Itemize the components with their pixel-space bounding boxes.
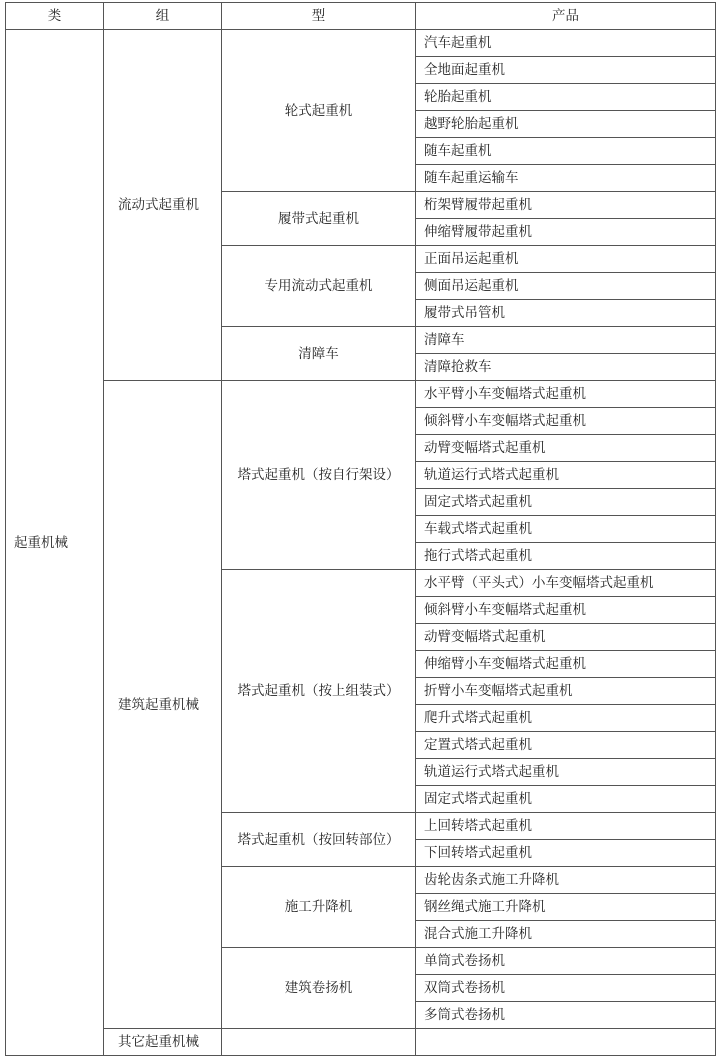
product-cell: 伸缩臂履带起重机 bbox=[416, 219, 716, 246]
product-cell: 双筒式卷扬机 bbox=[416, 975, 716, 1002]
product-cell: 水平臂小车变幅塔式起重机 bbox=[416, 381, 716, 408]
type-cell: 建筑卷扬机 bbox=[222, 948, 416, 1029]
type-cell: 清障车 bbox=[222, 327, 416, 381]
table-row bbox=[6, 1029, 716, 1056]
product-cell: 轮胎起重机 bbox=[416, 84, 716, 111]
product-cell: 伸缩臂小车变幅塔式起重机 bbox=[416, 651, 716, 678]
product-cell: 定置式塔式起重机 bbox=[416, 732, 716, 759]
product-cell: 全地面起重机 bbox=[416, 57, 716, 84]
group-cell: 流动式起重机 bbox=[104, 30, 222, 381]
type-cell bbox=[222, 1029, 416, 1056]
product-cell: 倾斜臂小车变幅塔式起重机 bbox=[416, 597, 716, 624]
type-cell: 专用流动式起重机 bbox=[222, 246, 416, 327]
product-cell: 正面吊运起重机 bbox=[416, 246, 716, 273]
product-cell: 钢丝绳式施工升降机 bbox=[416, 894, 716, 921]
type-cell: 塔式起重机（按上组装式） bbox=[222, 570, 416, 813]
header-type: 型 bbox=[222, 3, 416, 30]
product-cell: 履带式吊管机 bbox=[416, 300, 716, 327]
product-cell: 随车起重机 bbox=[416, 138, 716, 165]
product-cell: 多筒式卷扬机 bbox=[416, 1002, 716, 1029]
product-cell: 桁架臂履带起重机 bbox=[416, 192, 716, 219]
product-cell: 动臂变幅塔式起重机 bbox=[416, 435, 716, 462]
type-cell: 履带式起重机 bbox=[222, 192, 416, 246]
product-cell: 下回转塔式起重机 bbox=[416, 840, 716, 867]
header-group: 组 bbox=[104, 3, 222, 30]
product-cell: 固定式塔式起重机 bbox=[416, 489, 716, 516]
product-cell: 侧面吊运起重机 bbox=[416, 273, 716, 300]
table-row bbox=[6, 381, 716, 408]
product-cell: 随车起重运输车 bbox=[416, 165, 716, 192]
product-cell: 清障车 bbox=[416, 327, 716, 354]
group-cell: 其它起重机械 bbox=[104, 1029, 222, 1056]
product-cell: 混合式施工升降机 bbox=[416, 921, 716, 948]
product-cell: 拖行式塔式起重机 bbox=[416, 543, 716, 570]
product-cell bbox=[416, 1029, 716, 1056]
product-cell: 汽车起重机 bbox=[416, 30, 716, 57]
table-body bbox=[6, 30, 716, 1056]
crane-classification-table bbox=[5, 2, 716, 1056]
product-cell: 轨道运行式塔式起重机 bbox=[416, 462, 716, 489]
product-cell: 动臂变幅塔式起重机 bbox=[416, 624, 716, 651]
class-cell: 起重机械 bbox=[6, 30, 104, 1056]
type-cell: 施工升降机 bbox=[222, 867, 416, 948]
product-cell: 越野轮胎起重机 bbox=[416, 111, 716, 138]
product-cell: 车载式塔式起重机 bbox=[416, 516, 716, 543]
type-cell: 塔式起重机（按回转部位） bbox=[222, 813, 416, 867]
group-cell: 建筑起重机械 bbox=[104, 381, 222, 1029]
type-cell: 塔式起重机（按自行架设） bbox=[222, 381, 416, 570]
product-cell: 轨道运行式塔式起重机 bbox=[416, 759, 716, 786]
product-cell: 清障抢救车 bbox=[416, 354, 716, 381]
product-cell: 固定式塔式起重机 bbox=[416, 786, 716, 813]
product-cell: 单筒式卷扬机 bbox=[416, 948, 716, 975]
product-cell: 折臂小车变幅塔式起重机 bbox=[416, 678, 716, 705]
header-product: 产品 bbox=[416, 3, 716, 30]
table-row bbox=[6, 30, 716, 57]
header-row bbox=[6, 3, 716, 30]
product-cell: 上回转塔式起重机 bbox=[416, 813, 716, 840]
table-header bbox=[6, 3, 716, 30]
product-cell: 水平臂（平头式）小车变幅塔式起重机 bbox=[416, 570, 716, 597]
product-cell: 倾斜臂小车变幅塔式起重机 bbox=[416, 408, 716, 435]
type-cell: 轮式起重机 bbox=[222, 30, 416, 192]
header-class: 类 bbox=[6, 3, 104, 30]
product-cell: 齿轮齿条式施工升降机 bbox=[416, 867, 716, 894]
product-cell: 爬升式塔式起重机 bbox=[416, 705, 716, 732]
